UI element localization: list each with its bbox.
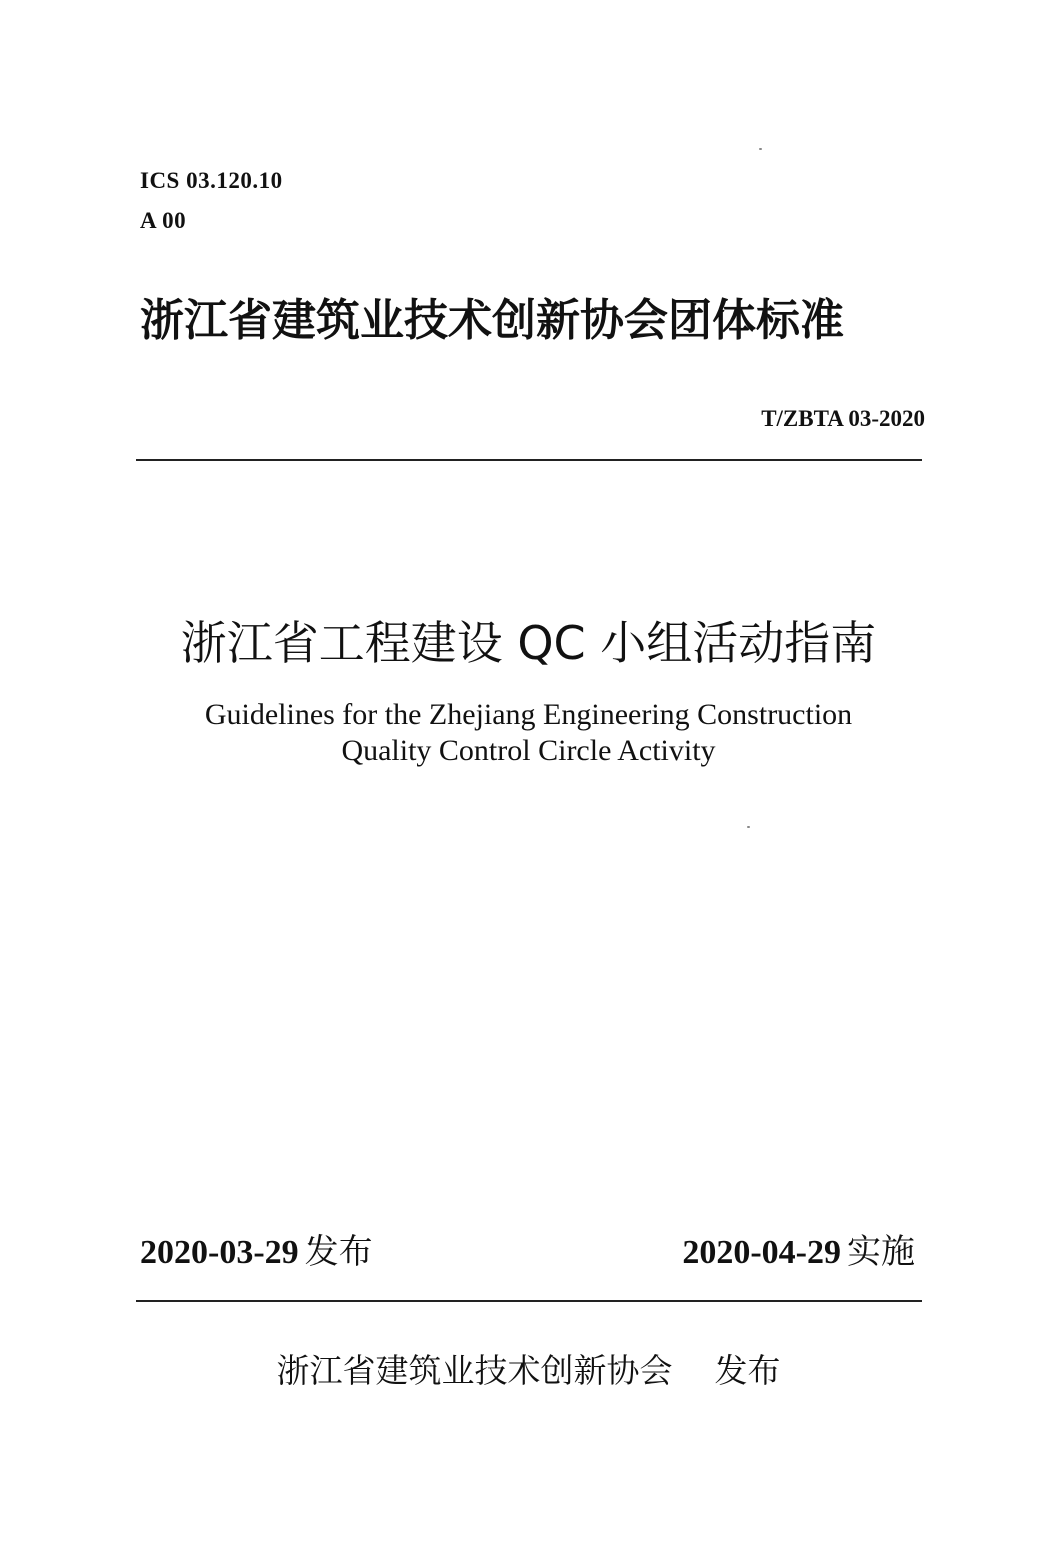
issue-label: 发布 (304, 1232, 373, 1272)
standard-number: T/ZBTA 03-2020 (761, 406, 925, 431)
ics-code: ICS 03.120.10 (140, 168, 283, 193)
effective-label: 实施 (847, 1232, 915, 1272)
bottom-divider (136, 1300, 922, 1302)
scan-speck (759, 148, 762, 150)
effective-date: 2020-04-29 (682, 1234, 841, 1271)
document-title-zh: 浙江省工程建设 QC 小组活动指南 (180, 616, 877, 670)
ccs-code: A 00 (140, 208, 187, 233)
publisher-line (0, 1345, 1057, 1392)
effective-date-block (682, 1224, 915, 1273)
scan-speck (747, 826, 750, 828)
issue-date: 2020-03-29 (140, 1234, 299, 1271)
organization-standard-title: 浙江省建筑业技术创新协会团体标准 (140, 295, 844, 346)
publisher-name: 浙江省建筑业技术创新协会 (276, 1351, 673, 1390)
issue-date-block (140, 1224, 373, 1273)
publisher-label: 发布 (714, 1351, 781, 1390)
top-divider (136, 459, 922, 461)
document-title-en-line2: Quality Control Circle Activity (341, 734, 716, 767)
document-title-en-line1: Guidelines for the Zhejiang Engineering Construction (204, 698, 853, 731)
